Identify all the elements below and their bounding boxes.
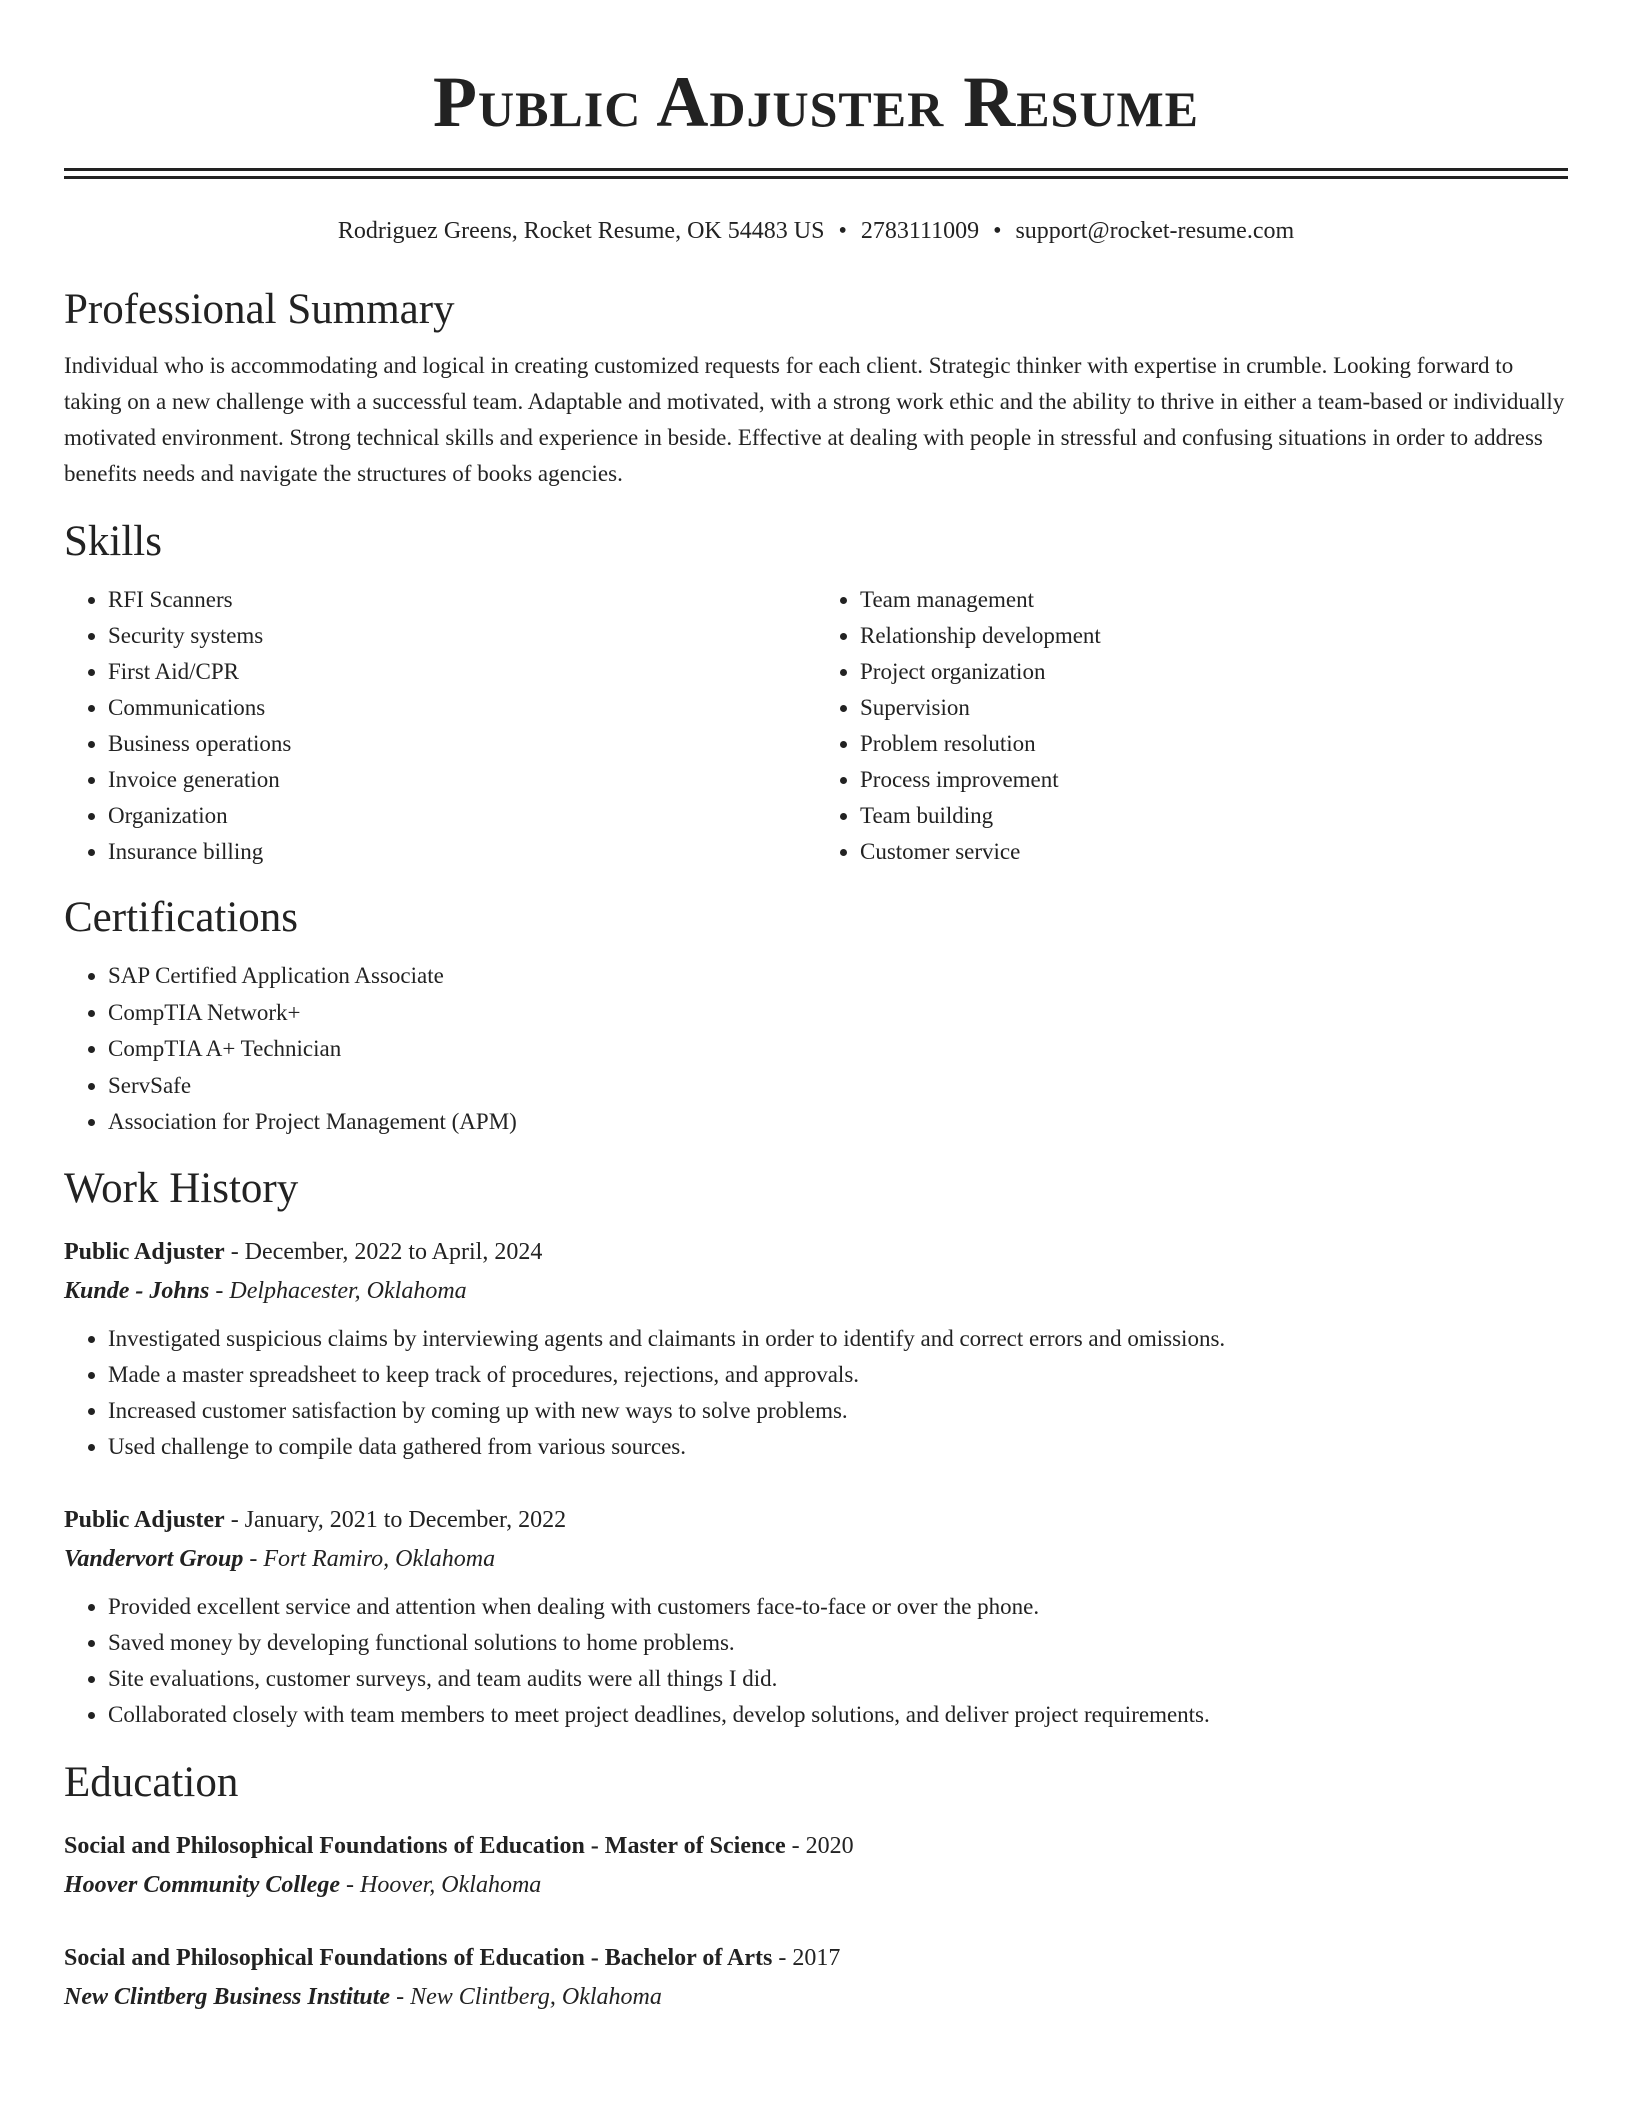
skill-item: • First Aid/CPR xyxy=(108,654,816,690)
skill-item: • Invoice generation xyxy=(108,762,816,798)
contact-separator: • xyxy=(993,218,1002,244)
education-location: - New Clintberg, Oklahoma xyxy=(390,1983,662,2010)
contact-address: Rodriguez Greens, Rocket Resume, OK 54483 US xyxy=(337,218,825,244)
education-year: - 2020 xyxy=(785,1832,854,1859)
job-entry xyxy=(64,1501,1568,1733)
contact-email[interactable]: support@rocket-resume.com xyxy=(1015,218,1295,244)
certification-item: • ServSafe xyxy=(108,1068,1568,1105)
job-title: Public Adjuster xyxy=(64,1238,225,1265)
job-bullet: • Used challenge to compile data gathered from various sources. xyxy=(108,1429,1568,1465)
skill-item: • Customer service xyxy=(860,834,1568,870)
job-title: Public Adjuster xyxy=(64,1506,225,1533)
skill-item: • Security systems xyxy=(108,618,816,654)
education-degree-line xyxy=(64,1939,1568,1977)
skill-item: • RFI Scanners xyxy=(108,582,816,618)
job-company: Vandervort Group xyxy=(64,1545,244,1572)
job-entry xyxy=(64,1233,1568,1465)
certification-item: • CompTIA Network+ xyxy=(108,995,1568,1032)
skills-columns xyxy=(64,582,1568,870)
education-entry xyxy=(64,1939,1568,2017)
skill-item: • Relationship development xyxy=(860,618,1568,654)
education-degree-line xyxy=(64,1827,1568,1865)
skills-list-right xyxy=(816,582,1568,870)
education-location: - Hoover, Oklahoma xyxy=(340,1871,542,1898)
job-company-line xyxy=(64,1271,1568,1311)
job-bullet: • Made a master spreadsheet to keep track of procedures, rejections, and approvals. xyxy=(108,1357,1568,1393)
contact-phone: 2783111009 xyxy=(860,218,980,244)
certification-item: • SAP Certified Application Associate xyxy=(108,958,1568,995)
skill-item: • Supervision xyxy=(860,690,1568,726)
job-bullets xyxy=(64,1589,1568,1733)
skill-item: • Organization xyxy=(108,798,816,834)
work-history-heading: Work History xyxy=(64,1164,299,1212)
skill-item: • Problem resolution xyxy=(860,726,1568,762)
job-company-line xyxy=(64,1539,1568,1579)
skill-item: • Team management xyxy=(860,582,1568,618)
education-degree: Social and Philosophical Foundations of Education - Bachelor of Arts xyxy=(64,1944,773,1971)
skills-heading: Skills xyxy=(64,518,162,565)
title-double-rule xyxy=(64,168,1568,179)
education-year: - 2017 xyxy=(772,1944,841,1971)
education-school: Hoover Community College xyxy=(64,1871,340,1898)
certification-item: • CompTIA A+ Technician xyxy=(108,1031,1568,1068)
skill-item: • Team building xyxy=(860,798,1568,834)
skill-item: • Communications xyxy=(108,690,816,726)
job-location: - Delphacester, Oklahoma xyxy=(209,1277,467,1304)
contact-separator: • xyxy=(838,218,847,244)
job-bullet: • Increased customer satisfaction by coming up with new ways to solve problems. xyxy=(108,1393,1568,1429)
certifications-heading: Certifications xyxy=(64,894,299,941)
certification-item: • Association for Project Management (APM) xyxy=(108,1104,1568,1141)
summary-heading: Professional Summary xyxy=(64,286,455,333)
job-company: Kunde - Johns xyxy=(64,1277,210,1304)
education-school-line xyxy=(64,1865,1568,1905)
contact-line xyxy=(64,215,1568,247)
job-bullet: • Investigated suspicious claims by interviewing agents and claimants in order to identify and correct errors and omissions. xyxy=(108,1321,1568,1357)
job-bullet: • Collaborated closely with team members to meet project deadlines, develop solutions, and deliver project requirements. xyxy=(108,1697,1568,1733)
skill-item: • Project organization xyxy=(860,654,1568,690)
job-bullet: • Saved money by developing functional solutions to home problems. xyxy=(108,1625,1568,1661)
job-location: - Fort Ramiro, Oklahoma xyxy=(243,1545,496,1572)
skill-item: • Business operations xyxy=(108,726,816,762)
education-school: New Clintberg Business Institute xyxy=(64,1983,391,2010)
job-bullet: • Provided excellent service and attention when dealing with customers face-to-face or over the phone. xyxy=(108,1589,1568,1625)
job-title-line xyxy=(64,1501,1568,1539)
education-school-line xyxy=(64,1977,1568,2017)
education-entry xyxy=(64,1827,1568,1905)
job-dates: - December, 2022 to April, 2024 xyxy=(224,1238,543,1265)
job-dates: - January, 2021 to December, 2022 xyxy=(224,1506,567,1533)
summary-text: Individual who is accommodating and logical in creating customized requests for each client. Strategic thinker with expertise in crumble. Looking forward to taking on a new challenge with a successful team. Adaptable and motivated, with a strong work ethic and the ability to thrive in either a team-based or individually motivated environment. Strong technical skills and experience in beside. Effective at dealing with people in stressful and confusing situations in order to address benefits needs and navigate the structures of books agencies. xyxy=(64,353,1565,486)
resume-title: Public Adjuster Resume xyxy=(432,62,1199,142)
skills-list-left xyxy=(64,582,816,870)
skill-item: • Insurance billing xyxy=(108,834,816,870)
certifications-list xyxy=(64,958,1568,1141)
education-degree: Social and Philosophical Foundations of Education - Master of Science xyxy=(64,1832,786,1859)
job-title-line xyxy=(64,1233,1568,1271)
education-heading: Education xyxy=(64,1758,239,1806)
job-bullets xyxy=(64,1321,1568,1465)
skill-item: • Process improvement xyxy=(860,762,1568,798)
job-bullet: • Site evaluations, customer surveys, and team audits were all things I did. xyxy=(108,1661,1568,1697)
